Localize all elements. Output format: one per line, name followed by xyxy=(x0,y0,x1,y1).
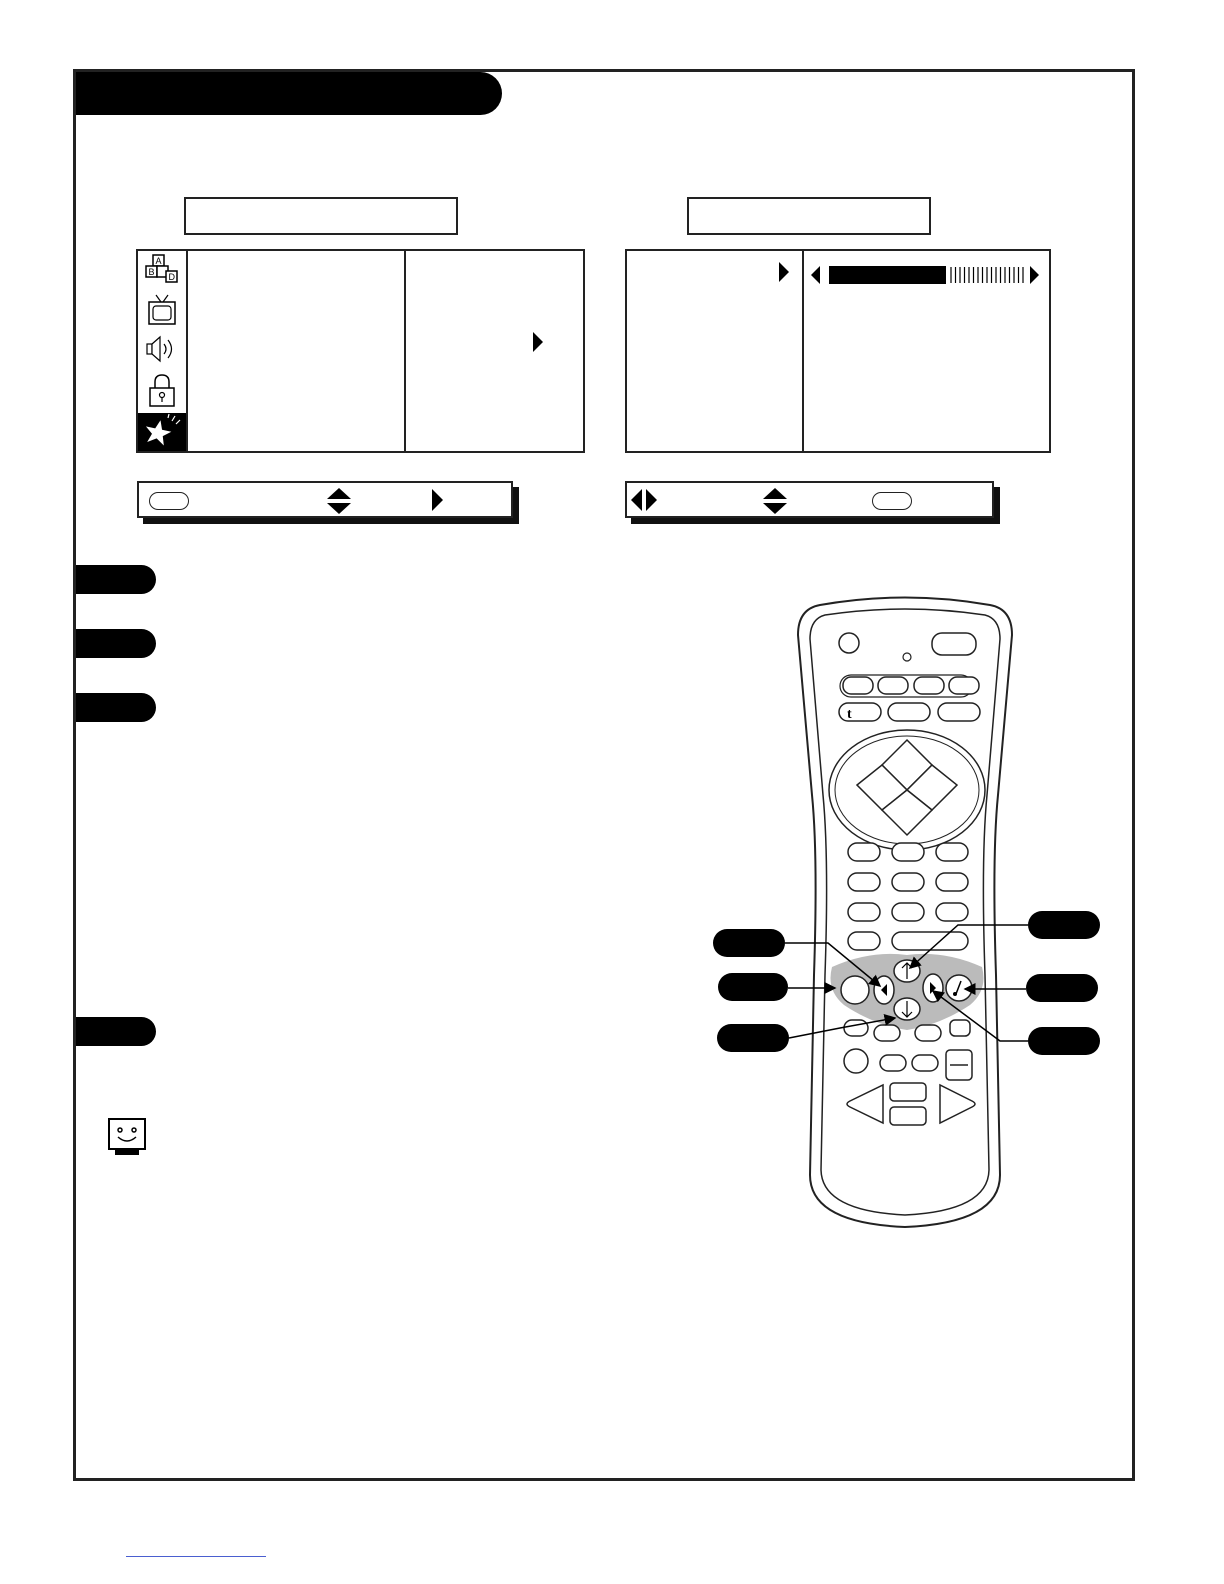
slider-left-arrow-icon xyxy=(811,266,820,284)
menu-button-icon xyxy=(149,492,189,510)
selected-item-arrow-icon xyxy=(777,261,791,283)
smiley-tv-icon xyxy=(107,1117,147,1157)
menu-divider xyxy=(404,251,406,451)
blocks-icon[interactable] xyxy=(141,253,183,289)
step-pill-3 xyxy=(76,693,156,722)
left-screen-label xyxy=(184,197,458,235)
left-right-arrows-icon xyxy=(630,488,658,512)
slider-right-arrow-icon xyxy=(1030,266,1039,284)
page-link-underline xyxy=(126,1556,266,1557)
menu-divider xyxy=(802,251,804,451)
up-down-arrows-icon xyxy=(762,487,788,515)
submenu-arrow-right-icon xyxy=(531,331,545,353)
section-title-tab xyxy=(76,72,502,115)
right-screen-label xyxy=(687,197,931,235)
menu-button-icon xyxy=(872,492,912,510)
tv-icon[interactable] xyxy=(146,293,178,327)
right-nav-bar xyxy=(625,481,994,518)
star-icon[interactable] xyxy=(138,413,186,451)
step-pill-4 xyxy=(76,1017,156,1046)
callout-leader-lines xyxy=(700,900,1110,1070)
slider-fill xyxy=(829,266,946,284)
svg-text:t: t xyxy=(847,707,852,722)
svg-text:D: D xyxy=(168,272,175,282)
svg-text:A: A xyxy=(155,256,162,266)
left-menu-panel xyxy=(136,249,585,453)
right-arrow-icon xyxy=(430,488,444,512)
speaker-icon[interactable] xyxy=(144,334,180,364)
left-nav-bar xyxy=(137,481,513,518)
level-slider[interactable] xyxy=(810,263,1040,287)
slider-ticks xyxy=(951,267,1023,283)
right-menu-panel xyxy=(625,249,1051,453)
up-down-arrows-icon xyxy=(326,487,352,515)
svg-text:B: B xyxy=(148,267,155,277)
menu-icon-column xyxy=(138,251,188,451)
step-pill-1 xyxy=(76,565,156,594)
step-pill-2 xyxy=(76,629,156,658)
lock-icon[interactable] xyxy=(147,372,177,408)
